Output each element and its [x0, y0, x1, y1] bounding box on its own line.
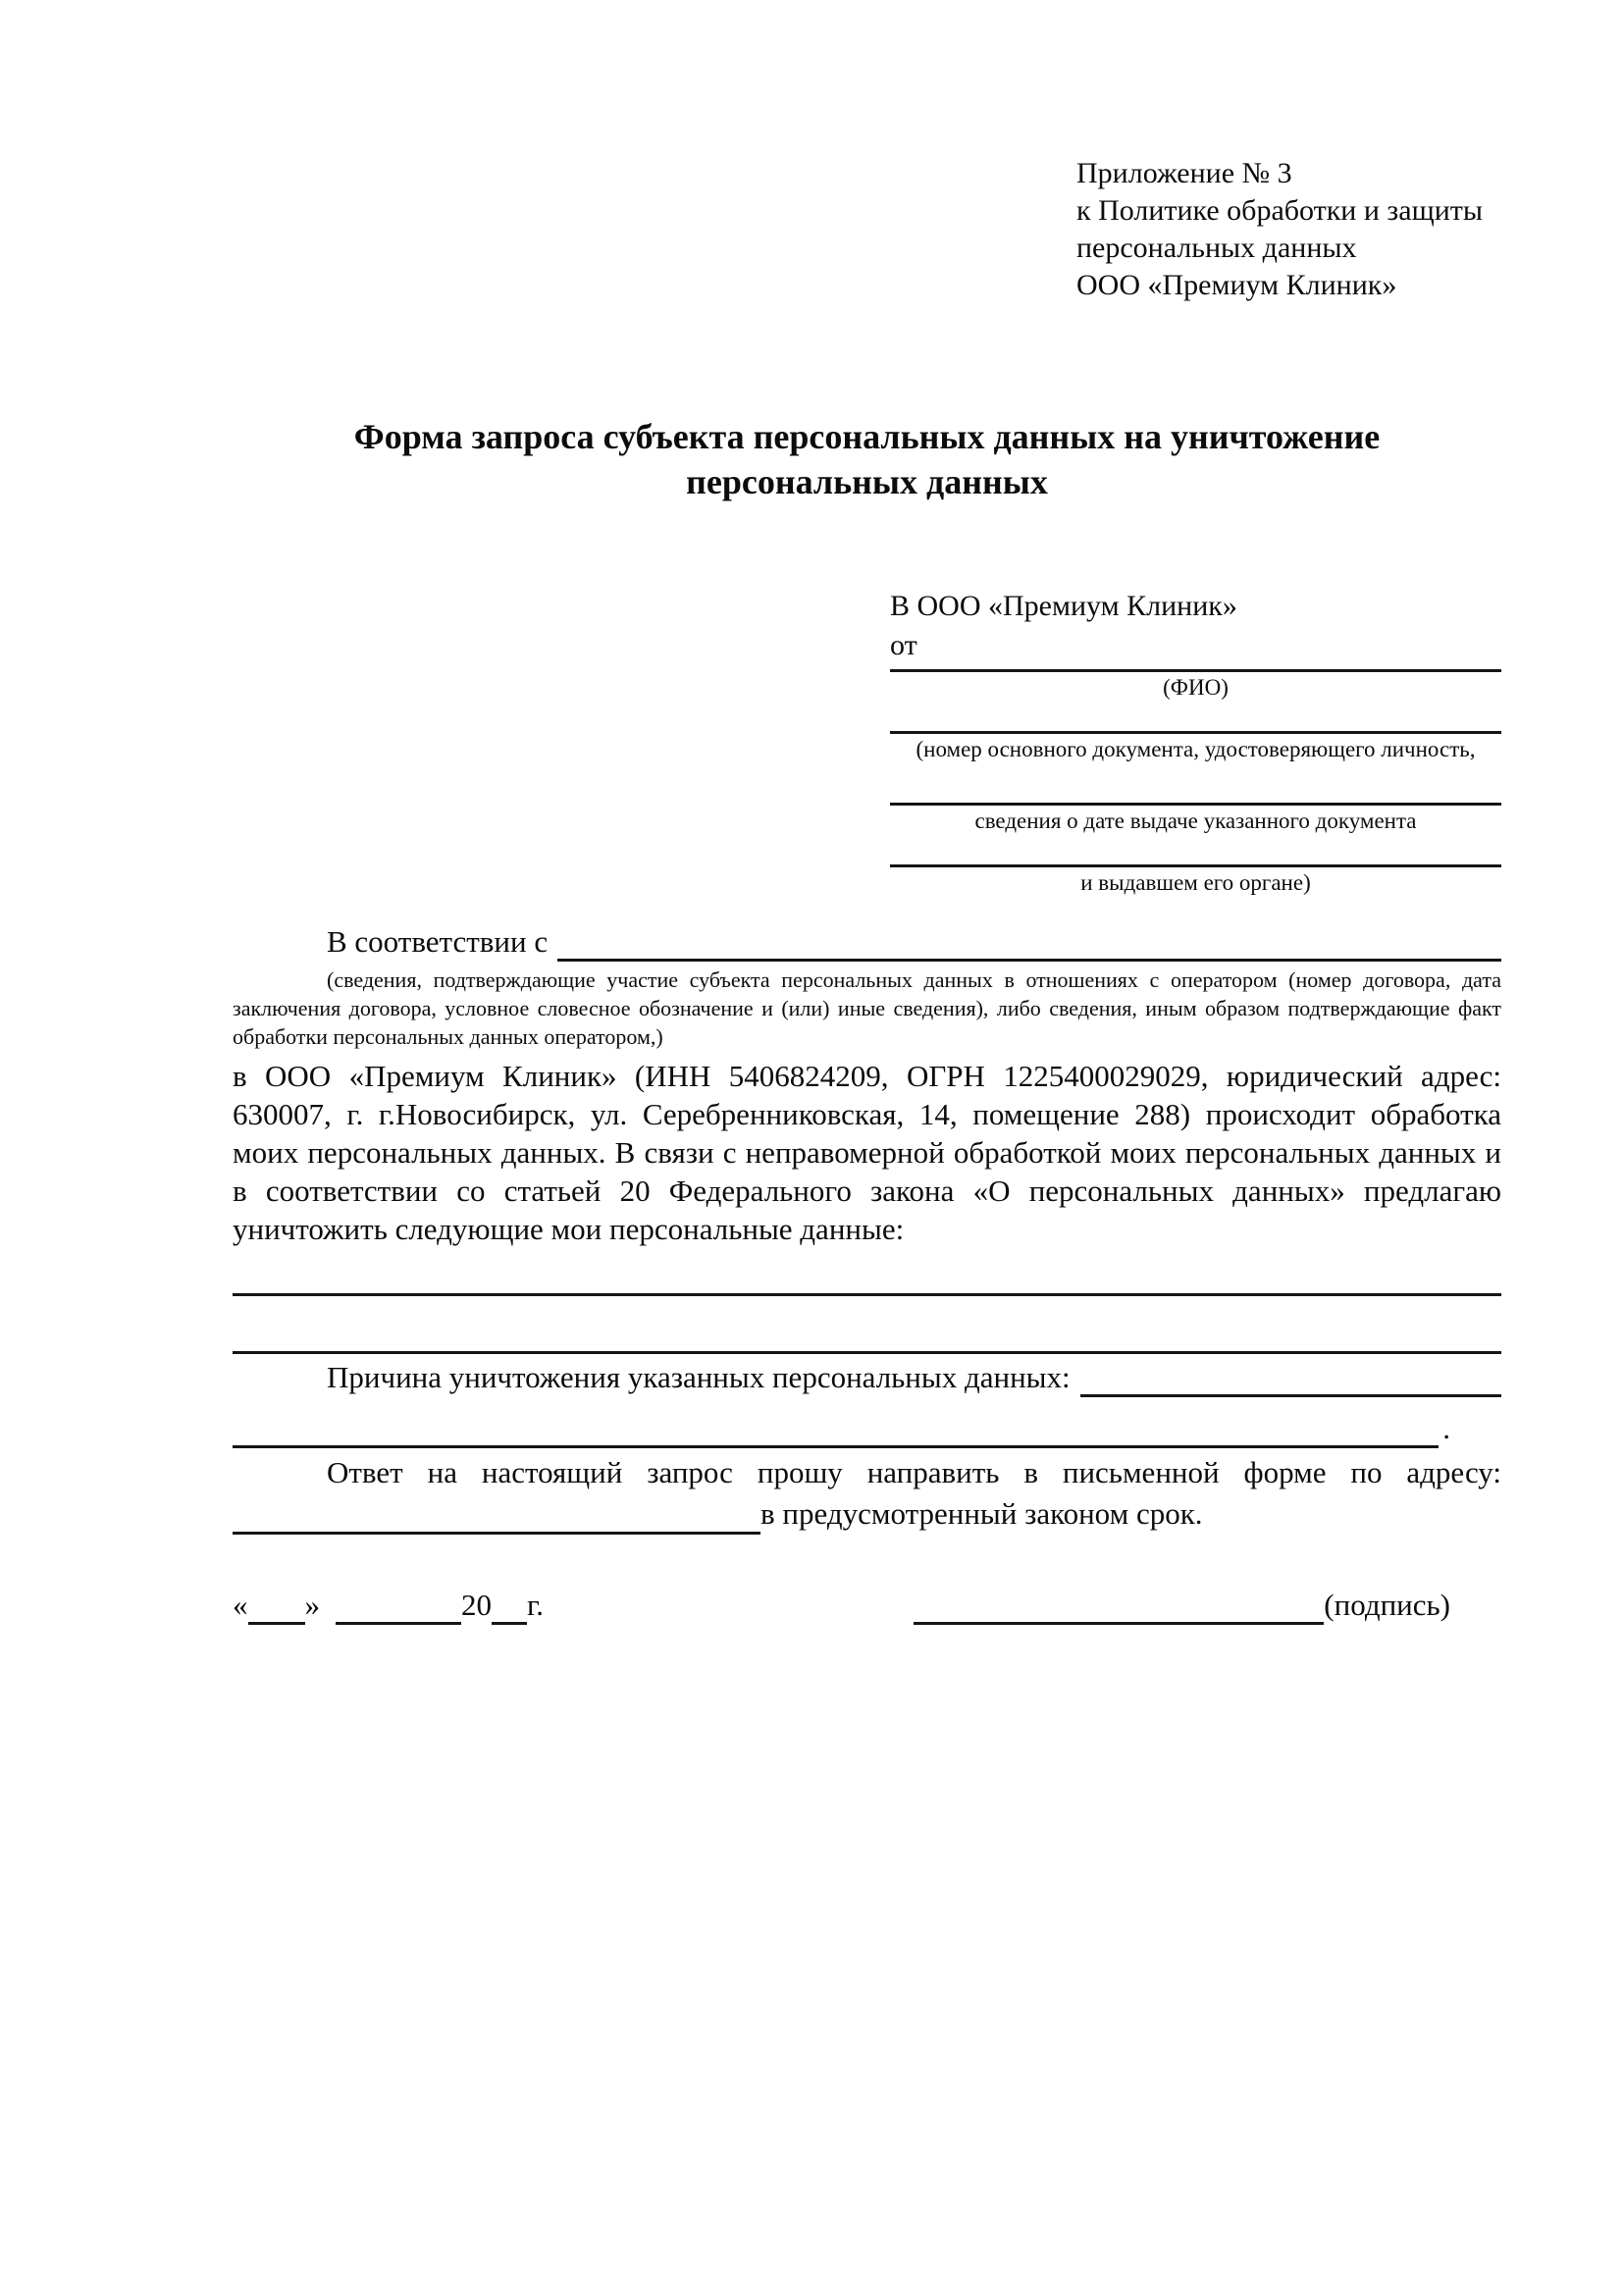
appendix-line: к Политике обработки и защиты [1076, 194, 1484, 227]
reason-row [233, 1358, 1501, 1397]
date-open-quote: « [233, 1588, 248, 1622]
reason-label: Причина уничтожения указанных персональных данных: [327, 1360, 1071, 1394]
issue-date-caption: сведения о дате выдаче указанного документа [974, 809, 1417, 833]
fio-blank-line[interactable] [890, 665, 1501, 672]
year-blank-line[interactable] [492, 1592, 527, 1625]
date-group [233, 1586, 544, 1625]
accordance-label: В соответствии с [327, 924, 549, 959]
personal-data-blank-line-1[interactable] [233, 1248, 1501, 1296]
document-content [233, 155, 1501, 1625]
reason-continuation-row [233, 1397, 1501, 1448]
personal-data-blank-line-2[interactable] [233, 1296, 1501, 1354]
appendix-header [1076, 155, 1501, 304]
accordance-footnote: (сведения, подтверждающие участие субъекта персональных данных в отношениях с оператором (номер договора, дата заключения договора, условное словесное обозначение и (или) иные сведения), либо сведения, иным образом подтверждающие факт обработки персональных данных оператором,) [233, 967, 1501, 1049]
year-prefix: 20 [461, 1588, 492, 1622]
request-paragraph: в ООО «Премиум Клиник» (ИНН 5406824209, ОГРН 1225400029029, юридический адрес: 630007, г. г.Новосибирск, ул. Серебренниковская, 14, помещение 288) происходит обработка моих персональных данных. В связи с неправомерной обработкой моих персональных данных и в соответствии со статьей 20 Федерального закона «О персональных данных» предлагаю уничтожить следующие мои персональные данные: [233, 1059, 1501, 1246]
fio-caption: (ФИО) [1163, 675, 1229, 700]
address-blank-line[interactable] [233, 1498, 760, 1535]
reason-blank-line[interactable] [1080, 1361, 1501, 1397]
addressee-block [890, 587, 1501, 899]
document-title: Форма запроса субъекта персональных данных на уничтожение персональных данных [353, 417, 1381, 501]
issue-date-blank-line[interactable] [890, 765, 1501, 806]
date-signature-row [233, 1586, 1501, 1625]
response-request-text: Ответ на настоящий запрос прошу направить в письменной форме по адресу: [327, 1455, 1501, 1489]
signature-group [914, 1586, 1450, 1625]
appendix-line: ООО «Премиум Клиник» [1076, 269, 1397, 301]
from-label: от [890, 629, 917, 661]
deadline-row [233, 1493, 1501, 1535]
document-number-blank-line[interactable] [890, 704, 1501, 734]
day-blank-line[interactable] [248, 1592, 305, 1625]
accordance-blank-line[interactable] [557, 925, 1501, 962]
date-close-quote: » [304, 1588, 320, 1622]
signature-caption: (подпись) [1324, 1588, 1450, 1622]
issuing-authority-blank-line[interactable] [890, 837, 1501, 867]
issuing-authority-caption: и выдавшем его органе) [1080, 870, 1311, 895]
month-blank-line[interactable] [336, 1592, 461, 1625]
sentence-period: . [1442, 1411, 1450, 1445]
deadline-text: в предусмотренный законом срок. [760, 1496, 1203, 1531]
reason-blank-line-2[interactable] [233, 1412, 1439, 1448]
addressee-organization: В ООО «Премиум Клиник» [890, 590, 1237, 622]
appendix-line: персональных данных [1076, 232, 1357, 264]
document-number-caption: (номер основного документа, удостоверяющего личность, [916, 737, 1476, 761]
year-suffix-label: г. [527, 1588, 544, 1622]
signature-blank-line[interactable] [914, 1592, 1324, 1625]
appendix-line: Приложение № 3 [1076, 157, 1292, 189]
accordance-row [233, 922, 1501, 962]
